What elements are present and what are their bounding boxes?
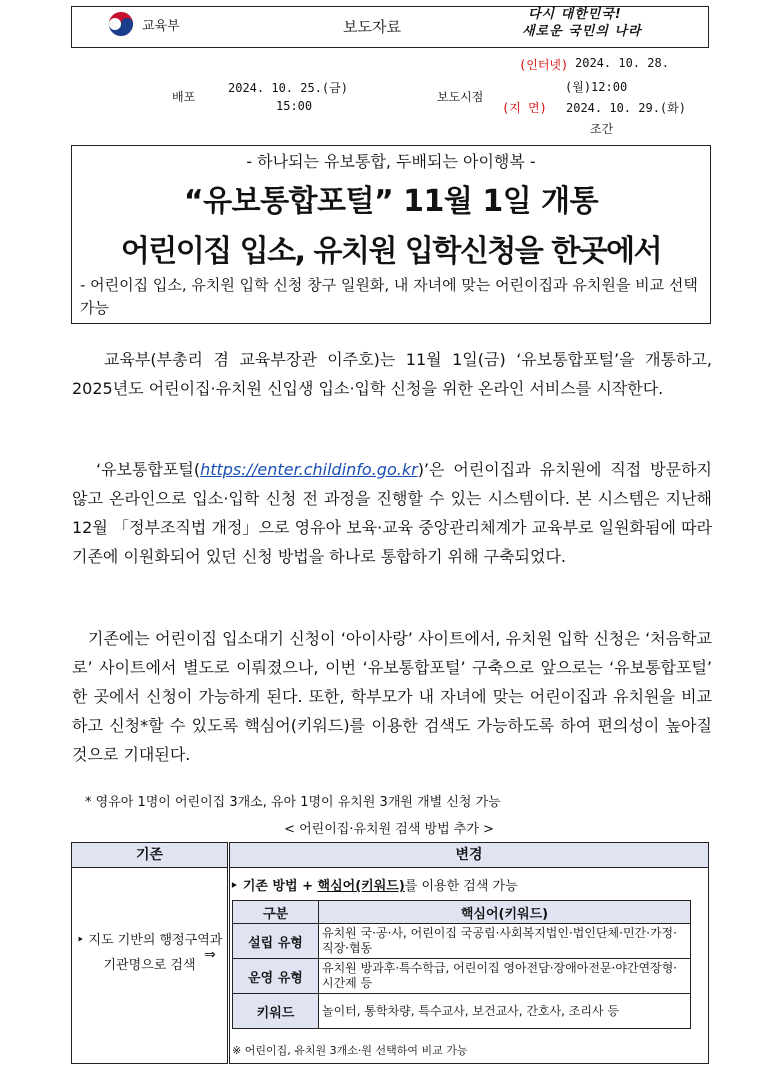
paper-label: (지 면) (502, 101, 547, 115)
row-category: 설립 유형 (233, 924, 319, 959)
ministry-name: 교육부 (142, 19, 180, 34)
embargo-label: 보도시점 (437, 90, 484, 104)
internet-date: 2024. 10. 28. (575, 56, 669, 70)
keyword-table-header-row (233, 901, 691, 924)
headline-line2: 어린이집 입소, 유치원 입학신청을 한곳에서 (120, 234, 662, 269)
table-row (233, 959, 691, 994)
title-box (71, 145, 711, 324)
new-method-keyword: 핵심어(키워드) (317, 879, 405, 894)
paper-edition: 조간 (590, 122, 614, 136)
table-header-category: 구분 (233, 901, 319, 924)
slogan (522, 6, 642, 40)
internet-time: (월)12:00 (565, 80, 628, 94)
paragraph-3: 기존에는 어린이집 입소대기 신청이 ‘아이사랑’ 사이트에서, 유치원 입학 신청은 ‘처음학교로’ 사이트에서 별도로 이뤄졌으나, 이번 ‘유보통합포털’ 구축으로 앞으로는 ‘유보통합포털’ 한 곳에서 신청이 가능하게 된다. 또한, 학부모가 내 자녀에 맞는 어린이집과 유치원을 비교하고 신청*할 수 있도록 핵심어(키워드)를 이용한 검색도 가능하도록 하여 편의성이 높아질 것으로 기대된다. (72, 629, 712, 764)
row-keywords: 놀이터, 통학차량, 특수교사, 보건교사, 간호사, 조리사 등 (319, 994, 691, 1029)
distribution-time: 15:00 (276, 99, 313, 113)
government-logo-icon (108, 11, 134, 37)
distribution-label: 배포 (172, 90, 196, 104)
paper-date: 2024. 10. 29.(화) (566, 101, 686, 115)
paragraph-1: 교육부(부총리 겸 교육부장관 이주호)는 11월 1일(금) ‘유보통합포털’을 개통하고, 2025년도 어린이집·유치원 신입생 입소·입학 신청을 위한 온라인 서비스를 시작한다. (72, 350, 712, 398)
document-type: 보도자료 (343, 18, 401, 36)
paragraph-2-start: ‘유보통합포털( (96, 460, 201, 479)
headline-line1: “유보통합포털” 11월 1일 개통 (183, 184, 599, 219)
paragraph-2-rest: )’은 어린이집과 유치원에 직접 방문하지 않고 온라인으로 입소·입학 신청 전 과정을 진행할 수 있는 시스템이다. 본 시스템은 지난해 12월 「정부조직법 개정」으로 영유아 보육·교육 중앙관리체계가 교육부로 일원화됨에 따라 기존에 이원화되어 있던 신청 방법을 하나로 통합하기 위해 구축되었다. (72, 460, 712, 566)
row-keywords: 유치원 국·공·사, 어린이집 국공립·사회복지법인·법인단체·민간·가정·직장·협동 (319, 924, 691, 959)
distribution-date: 2024. 10. 25.(금) (228, 81, 348, 95)
subheadline: - 하나되는 유보통합, 두배되는 아이행복 - (246, 152, 536, 171)
table-row (233, 924, 691, 959)
old-method-text: ‣ 지도 기반의 행정구역과 기관명으로 검색 (76, 933, 223, 973)
table-row (233, 994, 691, 1029)
footnote: * 영유아 1명이 어린이집 3개소, 유아 1명이 유치원 3개원 개별 신청 가능 (85, 795, 501, 810)
row-keywords: 유치원 방과후·특수학급, 어린이집 영아전담·장애아전문·야간연장형·시간제 등 (319, 959, 691, 994)
old-method-header: 기존 (72, 843, 227, 868)
table-header-keyword: 핵심어(키워드) (319, 901, 691, 924)
keyword-table (232, 900, 691, 1029)
row-category: 운영 유형 (233, 959, 319, 994)
arrow-right-icon: ⇒ (204, 947, 216, 963)
paragraph-2 (72, 455, 712, 571)
new-method-box (229, 842, 709, 1064)
new-method-summary (230, 875, 518, 894)
portal-link[interactable]: https://enter.childinfo.go.kr (200, 460, 418, 479)
slogan-line1: 다시 대한민국! (528, 7, 622, 22)
comparison-caption: < 어린이집·유치원 검색 방법 추가 > (284, 822, 494, 837)
comparison-note: ※ 어린이집, 유치원 3개소·원 선택하여 비교 가능 (232, 1044, 468, 1057)
new-method-prefix: ‣ 기존 방법 + (230, 879, 318, 894)
new-method-header: 변경 (230, 843, 708, 868)
summary: - 어린이집 입소, 유치원 입학 신청 창구 일원화, 내 자녀에 맞는 어린이집과 유치원을 비교 선택 가능 (80, 276, 698, 317)
new-method-suffix: 를 이용한 검색 가능 (404, 879, 518, 894)
row-category: 키워드 (233, 994, 319, 1029)
internet-label: (인터넷) (519, 58, 569, 72)
slogan-line2: 새로운 국민의 나라 (522, 24, 642, 39)
